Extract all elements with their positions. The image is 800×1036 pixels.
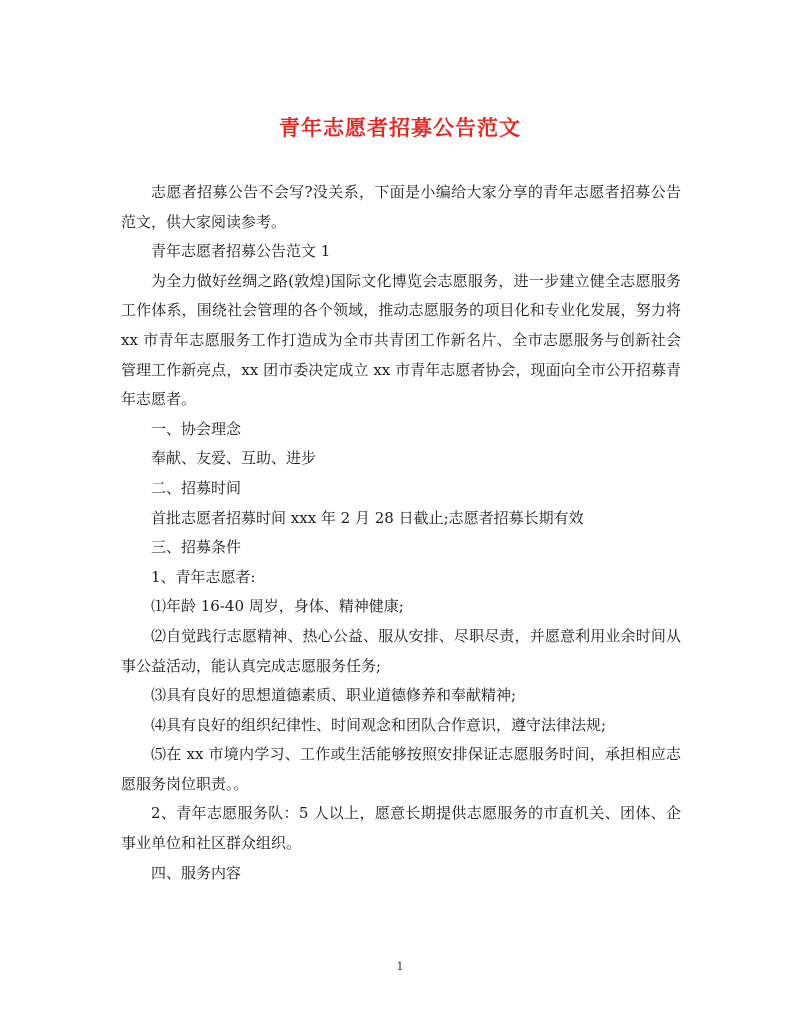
paragraph-intro: 志愿者招募公告不会写?没关系，下面是小编给大家分享的青年志愿者招募公告范文，供大家阅读参考。 [121,183,681,231]
document-body [121,178,681,888]
section-heading-philosophy: 一、协会理念 [151,419,242,438]
section-heading-service-content: 四、服务内容 [151,863,242,882]
section-heading-conditions: 三、招募条件 [151,538,242,557]
condition-item-1: ⑴年龄 16-40 周岁，身体、精神健康; [151,597,404,616]
paragraph-philosophy: 奉献、友爱、互助、进步 [151,449,317,468]
section-heading-time: 二、招募时间 [151,478,242,497]
page-number: 1 [396,960,404,973]
subheading-service-teams: 2、青年志愿服务队：5 人以上，愿意长期提供志愿服务的市直机关、团体、企事业单位和社区群众组织。 [121,804,681,853]
document-title: 青年志愿者招募公告范文 [279,115,521,140]
paragraph-time: 首批志愿者招募时间 xxx 年 2 月 28 日截止;志愿者招募长期有效 [151,508,584,527]
subheading-youth-volunteers: 1、青年志愿者: [151,567,256,586]
condition-item-4: ⑷具有良好的组织纪律性、时间观念和团队合作意识，遵守法律法规; [151,715,607,734]
condition-item-2: ⑵自觉践行志愿精神、热心公益、服从安排、尽职尽责，并愿意利用业余时间从事公益活动，能认真完成志愿服务任务; [121,626,681,675]
paragraph-sample-heading: 青年志愿者招募公告范文 1 [151,242,331,261]
condition-item-5: ⑸在 xx 市境内学习、工作或生活能够按照安排保证志愿服务时间，承担相应志愿服务岗位职责。。 [121,745,681,793]
paragraph-purpose: 为全力做好丝绸之路(敦煌)国际文化博览会志愿服务，进一步建立健全志愿服务工作体系，围绕社会管理的各个领域，推动志愿服务的项目化和专业化发展，努力将 xx 市青年志愿服务工作打造成为全市共青团工作新名片、全市志愿服务与创新社会管理工作新亮点，xx 团市委决定成立 xx 市青年志愿者协会，现面向全市公开招募青年志愿者。 [121,271,681,409]
condition-item-3: ⑶具有良好的思想道德素质、职业道德修养和奉献精神; [151,686,517,705]
